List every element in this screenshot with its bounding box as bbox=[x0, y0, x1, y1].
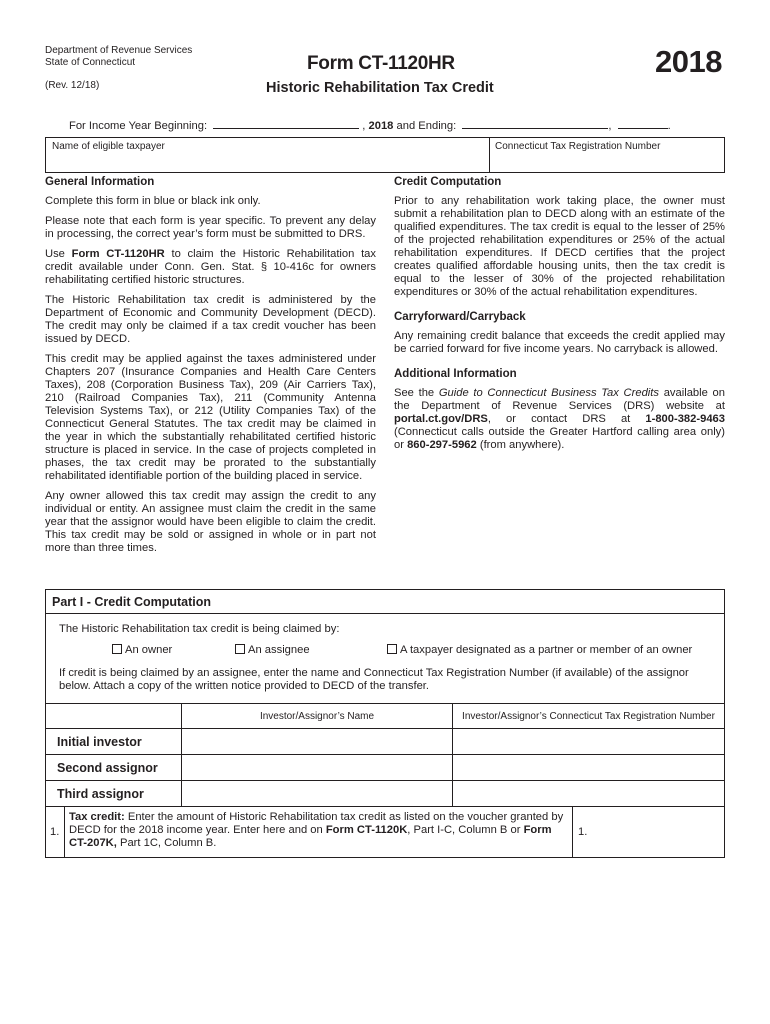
divider bbox=[46, 703, 724, 704]
line-1-box-number: 1. bbox=[578, 826, 588, 838]
partner-checkbox[interactable] bbox=[387, 644, 397, 654]
divider bbox=[46, 613, 724, 614]
line-1-amount-field[interactable] bbox=[573, 807, 724, 857]
line-1-number: 1. bbox=[50, 826, 60, 838]
credit-info-column bbox=[394, 176, 725, 452]
claimed-by-text: The Historic Rehabilitation tax credit is being claimed by: bbox=[59, 623, 340, 635]
carryforward-heading: Carryforward/Carryback bbox=[394, 311, 526, 323]
part-1-title: Part I - Credit Computation bbox=[52, 595, 212, 609]
assignee-option[interactable] bbox=[235, 644, 310, 657]
part-1-section bbox=[45, 589, 725, 858]
additional-info-text: See the Guide to Connecticut Business Tax Credits available on the Department of Revenue Services (DRS) website at portal.ct.gov/DRS, or contact DRS at 1-800-382-9463 (Connecticut calls outside the Greater Hartford calling area only) or 860-297-5962 (from anywhere). bbox=[394, 387, 725, 451]
second-assignor-reg-field[interactable] bbox=[453, 755, 724, 780]
owner-checkbox[interactable] bbox=[112, 644, 122, 654]
form-title: Form CT-1120HR bbox=[307, 53, 455, 74]
general-p4: The Historic Rehabilitation tax credit is administered by the Department of Economic and Community Development (DECD). The credit may only be claimed if a tax credit voucher has been issued by DECD. bbox=[45, 294, 376, 345]
state-name: State of Connecticut bbox=[45, 57, 136, 68]
third-assignor-reg-field[interactable] bbox=[453, 781, 724, 806]
assignee-label: An assignee bbox=[248, 644, 310, 656]
general-p6: Any owner allowed this tax credit may assign the credit to any individual or entity. An assignee must claim the credit in the same year that the assignor would have been eligible to claim the credit. This tax credit may be sold or assigned in whole or in part not more than three times. bbox=[45, 490, 376, 554]
additional-info-heading: Additional Information bbox=[394, 368, 517, 380]
credit-computation-text: Prior to any rehabilitation work taking place, the owner must submit a rehabilitation plan to DECD along with an estimate of the qualified expenditures. The tax credit is equal to the lesser of 25% of the projected rehabilitation expenditures or 25% of the actual rehabilitation expenditures. If DECD certifies that the project creates qualified affordable housing units, then the tax credit is equal to the lesser of 30% of the projected rehabilitation expenditures or 30% of the actual rehabilitation expenditures. bbox=[394, 195, 725, 298]
income-year-ending-year-field[interactable] bbox=[618, 118, 668, 129]
taxpayer-name-label: Name of eligible taxpayer bbox=[52, 141, 165, 152]
third-assignor-name-field[interactable] bbox=[182, 781, 452, 806]
tax-registration-label: Connecticut Tax Registration Number bbox=[495, 141, 661, 152]
general-information-heading: General Information bbox=[45, 176, 155, 188]
second-assignor-name-field[interactable] bbox=[182, 755, 452, 780]
income-year-ending-label: and Ending: bbox=[396, 120, 457, 132]
taxpayer-name-field[interactable] bbox=[46, 138, 489, 172]
divider bbox=[64, 806, 65, 857]
assignee-note: If credit is being claimed by an assignee, enter the name and Connecticut Tax Registration Number (if available) of the assignor below. Attach a copy of the written notice provided to DECD of the transfer. bbox=[59, 667, 689, 692]
partner-label: A taxpayer designated as a partner or member of an owner bbox=[400, 644, 693, 656]
assignee-checkbox[interactable] bbox=[235, 644, 245, 654]
general-p3: Use Form CT-1120HR to claim the Historic Rehabilitation tax credit available under Conn. Gen. Stat. § 10-416c for owners rehabilitating certified historic structures. bbox=[45, 248, 376, 286]
general-information-column bbox=[45, 176, 376, 555]
form-year: 2018 bbox=[655, 44, 722, 79]
form-subtitle: Historic Rehabilitation Tax Credit bbox=[266, 80, 494, 96]
third-assignor-label: Third assignor bbox=[57, 787, 144, 801]
general-p2: Please note that each form is year specific. To prevent any delay in processing, the correct year’s form must be submitted to DRS. bbox=[45, 215, 376, 240]
col-investor-reg: Investor/Assignor’s Connecticut Tax Registration Number bbox=[462, 711, 715, 722]
general-p5: This credit may be applied against the taxes administered under Chapters 207 (Insurance Companies and Health Care Centers Taxes), 208 (Corporation Business Tax), 209 (Air Carriers Tax), 210 (Railroad Companies Tax), 211 (Community Antenna Television Systems Tax), or 212 (Utility Companies Tax) of the Connecticut General Statutes. The tax credit may be claimed in the year in which the substantially rehabilitated certified historic structure is placed in service. In the case of projects completed in phases, the tax credit may be prorated to the substantially rehabilitated identifiable portion of the building placed in service. bbox=[45, 353, 376, 482]
credit-computation-heading: Credit Computation bbox=[394, 176, 502, 188]
col-investor-name: Investor/Assignor’s Name bbox=[259, 711, 375, 722]
initial-investor-name-field[interactable] bbox=[182, 729, 452, 754]
owner-option[interactable] bbox=[112, 644, 172, 657]
income-year-year: 2018 bbox=[368, 120, 394, 132]
initial-investor-reg-field[interactable] bbox=[453, 729, 724, 754]
income-year-ending-field[interactable] bbox=[462, 118, 608, 129]
carryforward-text: Any remaining credit balance that exceeds the credit applied may be carried forward for five income years. No carryback is allowed. bbox=[394, 330, 725, 355]
owner-label: An owner bbox=[125, 644, 173, 656]
initial-investor-label: Initial investor bbox=[57, 735, 142, 749]
partner-option[interactable] bbox=[387, 644, 692, 657]
income-year-line: For Income Year Beginning: , 2018 and Ending: , . bbox=[69, 120, 671, 132]
department-name: Department of Revenue Services bbox=[45, 45, 193, 56]
revision-date: (Rev. 12/18) bbox=[45, 80, 100, 91]
income-year-beginning-label: For Income Year Beginning: bbox=[69, 120, 208, 132]
second-assignor-label: Second assignor bbox=[57, 761, 158, 775]
line-1-text: Tax credit: Enter the amount of Historic Rehabilitation tax credit as listed on the voucher granted by DECD for the 2018 income year. Enter here and on Form CT-1120K, Part I-C, Column B or Form CT-207K, Part 1C, Column B. bbox=[69, 811, 564, 849]
tax-registration-field[interactable] bbox=[490, 138, 724, 172]
general-p1: Complete this form in blue or black ink only. bbox=[45, 195, 261, 207]
taxpayer-box bbox=[45, 137, 725, 173]
income-year-beginning-field[interactable] bbox=[213, 118, 359, 129]
